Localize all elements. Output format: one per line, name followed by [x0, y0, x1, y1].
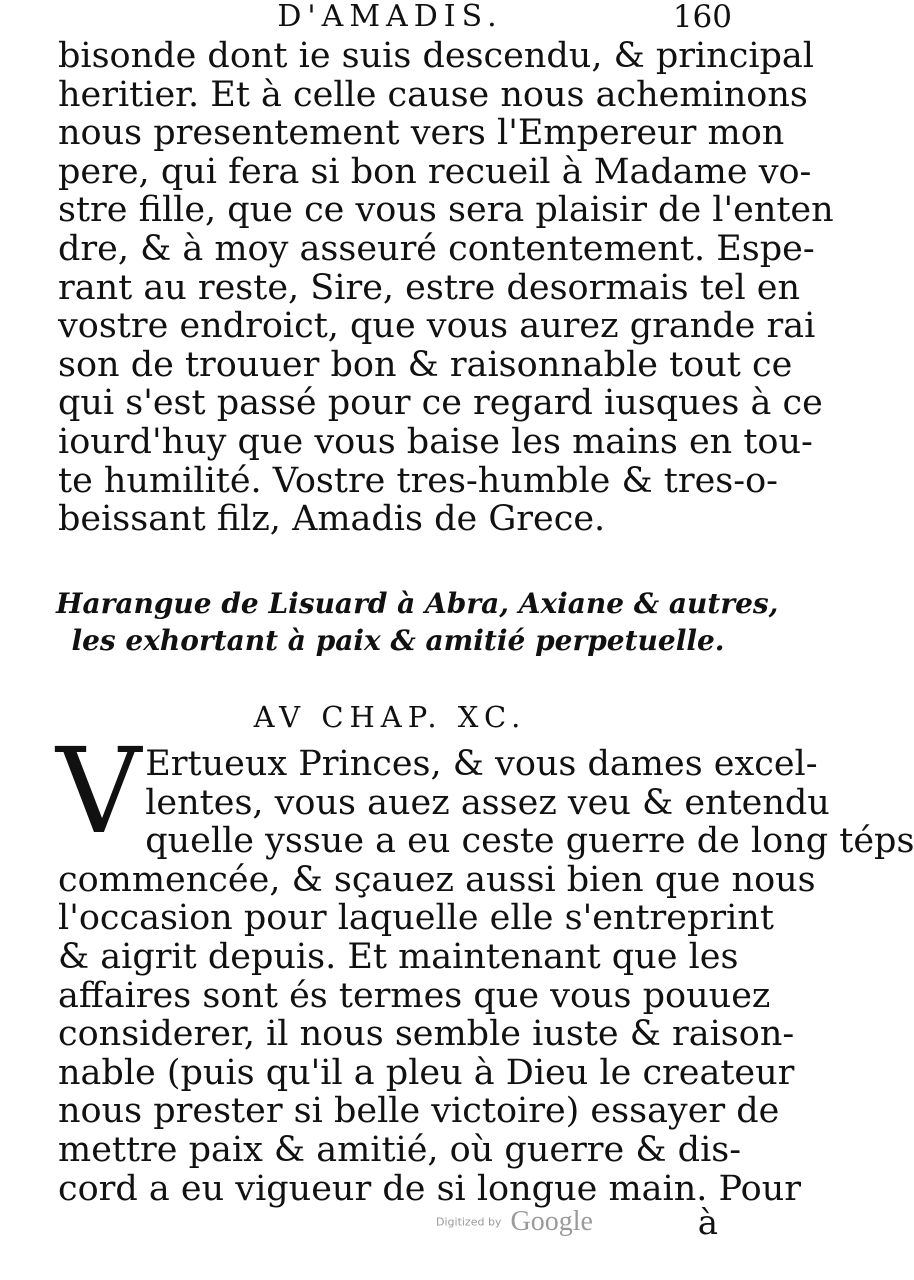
text-line: stre fille, que ce vous sera plaisir de l'enten: [58, 190, 834, 231]
chapter-heading: AV CHAP. XC.: [253, 700, 527, 734]
chapter-text: [56, 722, 914, 1209]
text-line: mettre paix & amitié, où guerre & dis-: [58, 1129, 742, 1170]
text-line: heritier. Et à celle cause nous acheminons: [58, 74, 808, 115]
text-line: beissant filz, Amadis de Grece.: [58, 499, 606, 540]
text-line: Ertueux Princes, & vous dames excel-: [145, 744, 818, 784]
text-line: cord a eu vigueur de si longue main. Pour: [58, 1168, 801, 1209]
text-line: dre, & à moy asseuré contentement. Espe-: [58, 228, 815, 269]
text-line: affaires sont és termes que vous pouuez: [58, 975, 771, 1016]
drop-cap: V: [56, 722, 142, 860]
watermark-prefix: Digitized by: [436, 1215, 502, 1229]
watermark-brand: Google: [510, 1206, 593, 1237]
letter-text: [58, 36, 834, 540]
text-line: quelle yssue a eu ceste guerre de long téps: [145, 821, 914, 862]
text-line: son de trouuer bon & raisonnable tout ce: [58, 344, 793, 385]
section-heading: [56, 585, 779, 659]
text-line: nous prester si belle victoire) essayer de: [58, 1091, 780, 1132]
text-line: l'occasion pour laquelle elle s'entreprint: [58, 898, 774, 939]
section-heading-line: Harangue de Lisuard à Abra, Axiane & autres,: [56, 587, 779, 620]
digitized-watermark: [436, 1206, 593, 1238]
text-line: & aigrit depuis. Et maintenant que les: [58, 936, 739, 977]
text-line: iourd'huy que vous baise les mains en tou-: [58, 421, 813, 462]
text-line: qui s'est passé pour ce regard iusques à ce: [58, 383, 823, 424]
text-line: rant au reste, Sire, estre desormais tel en: [58, 267, 801, 308]
text-line: lentes, vous auez assez veu & entendu: [145, 782, 830, 823]
section-heading-line: les exhortant à paix & amitié perpetuelle.: [71, 624, 725, 657]
text-line: pere, qui fera si bon recueil à Madame vo-: [58, 151, 812, 192]
catchword: à: [697, 1203, 718, 1243]
text-line: nous presentement vers l'Empereur mon: [58, 113, 785, 154]
running-title: D'AMADIS.: [277, 0, 503, 34]
text-line: bisonde dont ie suis descendu, & principal: [58, 36, 814, 76]
text-line: te humilité. Vostre tres-humble & tres-o-: [58, 460, 778, 501]
text-line: nable (puis qu'il a pleu à Dieu le createur: [58, 1052, 795, 1093]
text-line: commencée, & sçauez aussi bien que nous: [58, 859, 816, 900]
text-line: vostre endroict, que vous aurez grande rai: [58, 306, 816, 347]
page-number: 160: [672, 0, 732, 35]
text-line: considerer, il nous semble iuste & raison-: [58, 1014, 795, 1055]
